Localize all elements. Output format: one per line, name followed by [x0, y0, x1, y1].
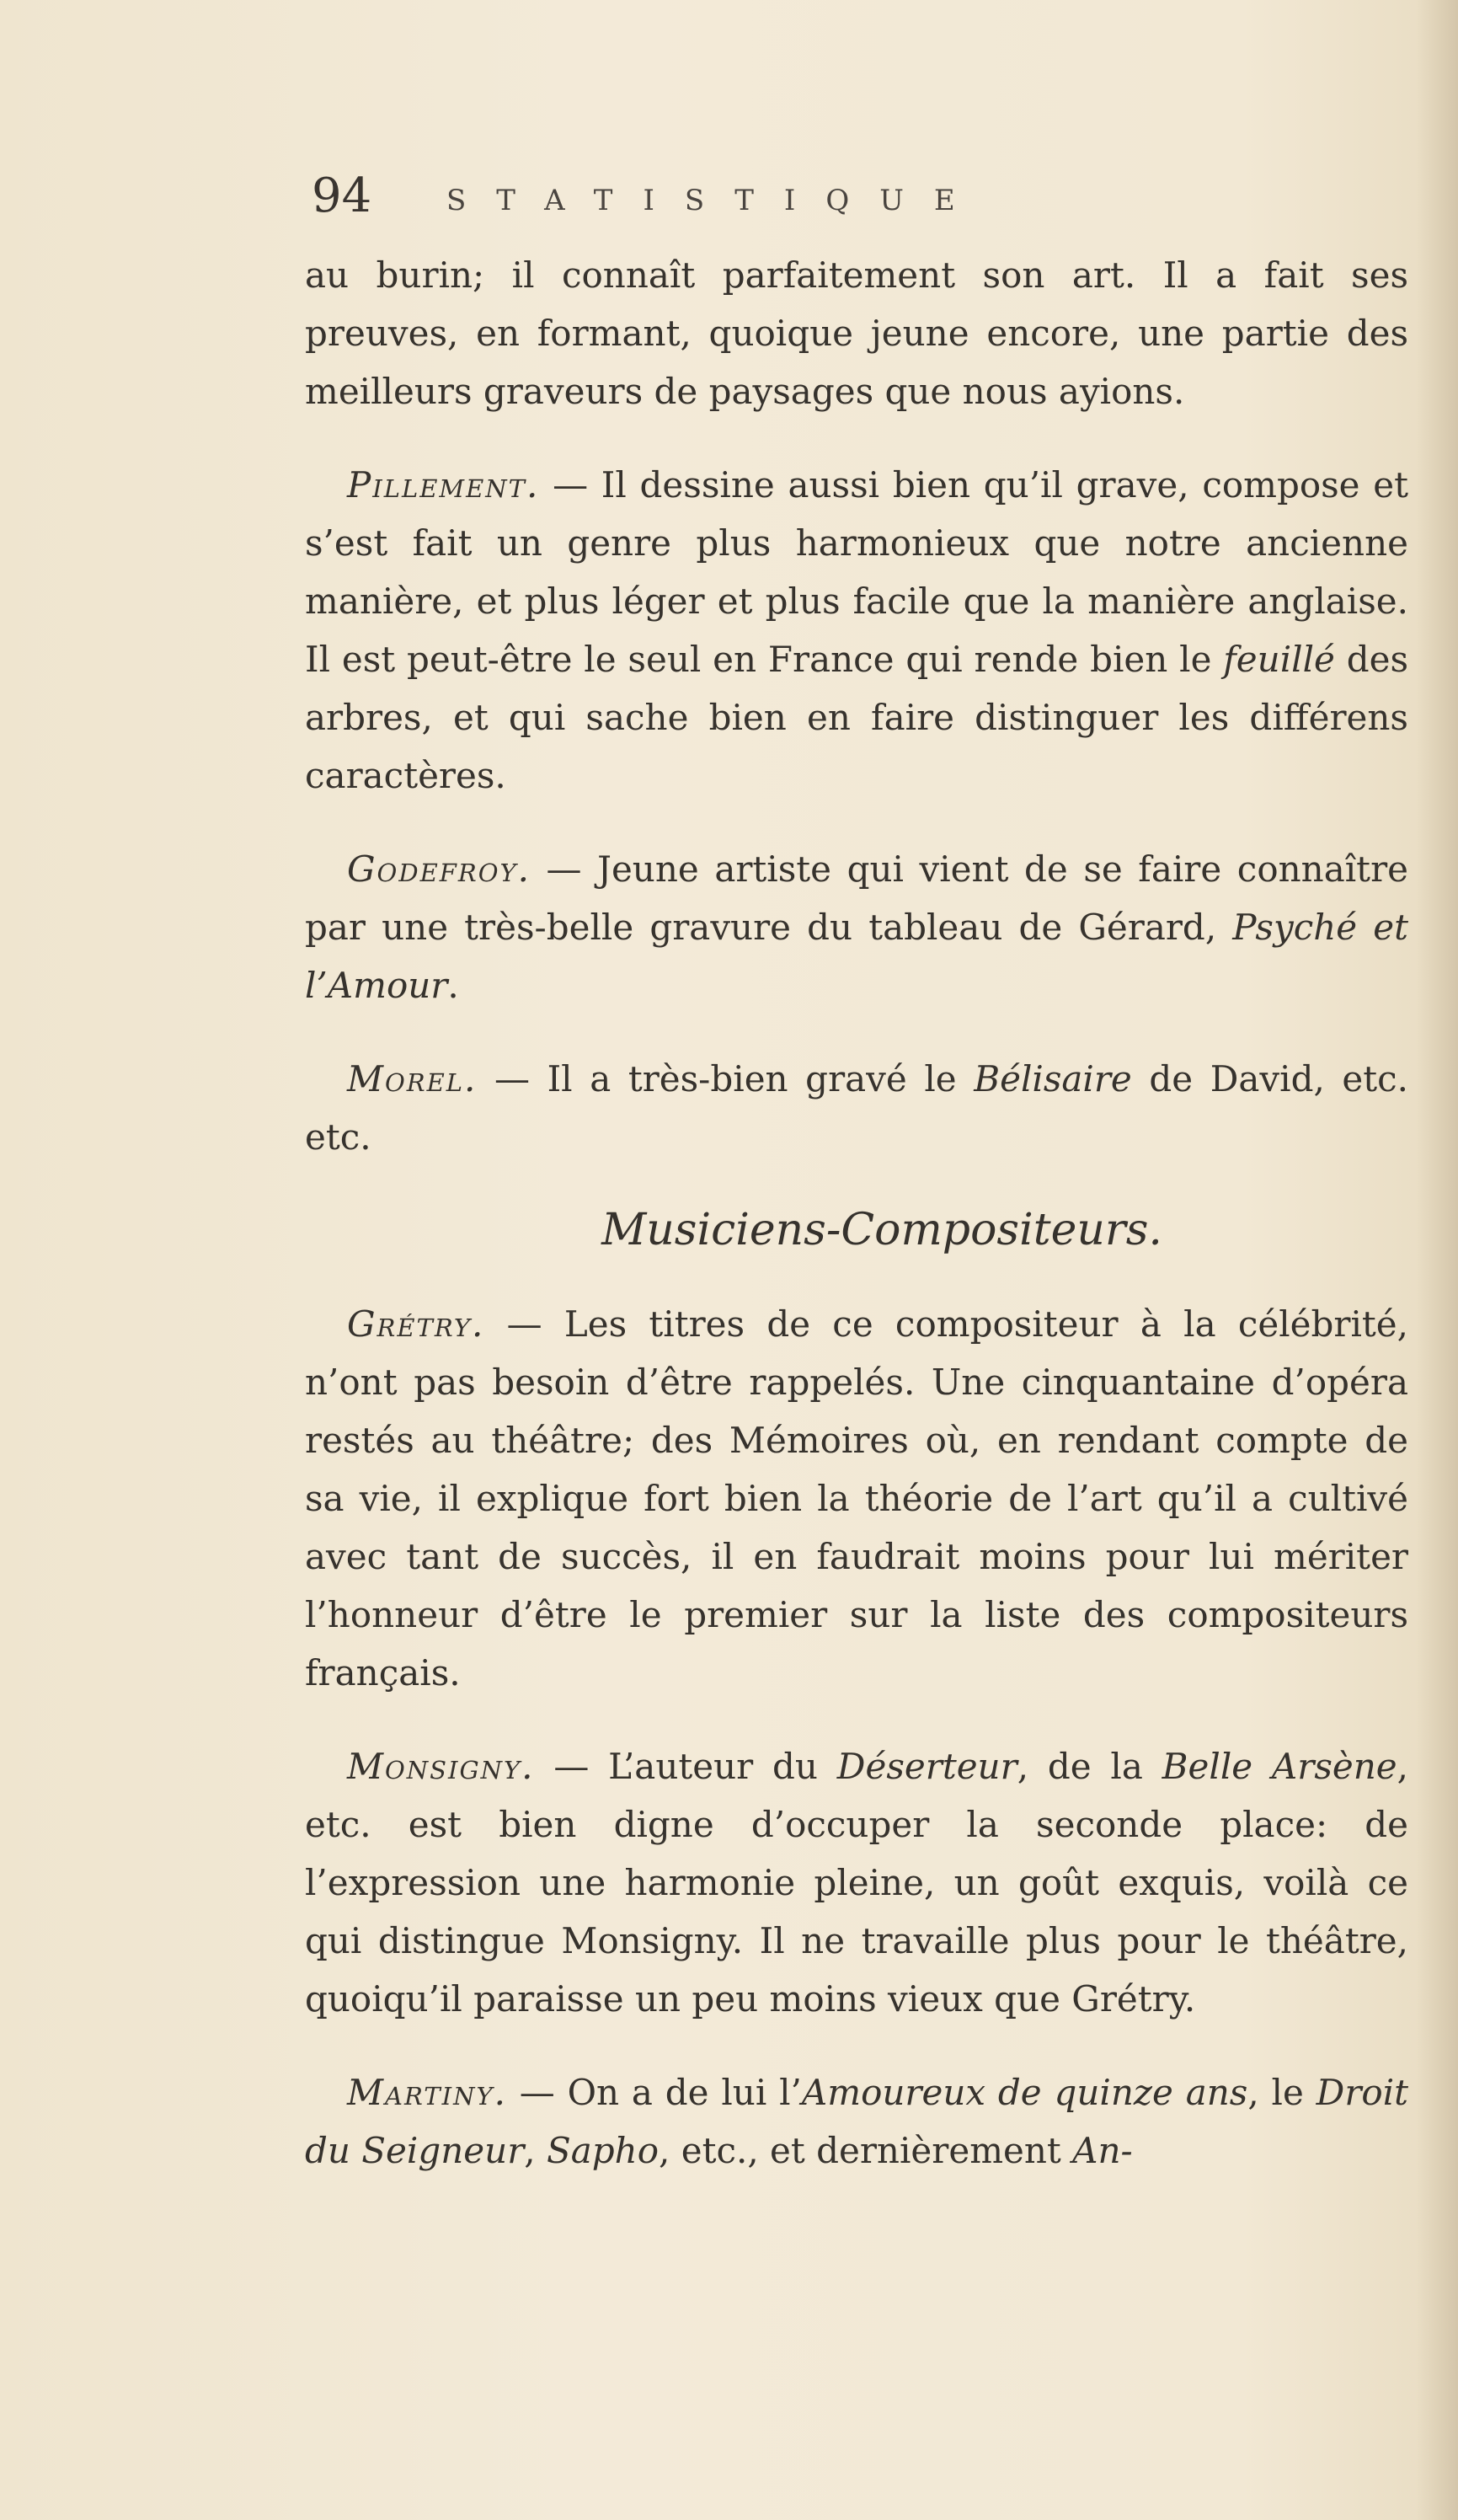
work-title: Sapho [546, 2130, 660, 2171]
italic-term: feuillé [1223, 639, 1335, 680]
body-text [305, 246, 1408, 2215]
work-title: Droit du Seigneur [305, 2072, 1409, 2171]
entry-godefroy [305, 840, 1408, 1014]
composer-name: Martiny. [347, 2072, 507, 2113]
entry-text: , [524, 2130, 547, 2171]
entry-pillement [305, 456, 1408, 805]
composer-name: Grétry. [347, 1303, 485, 1345]
paragraph-text: au burin; il connaît parfaitement son art. Il a fait ses preuves, en formant, quoique jeune encore, une partie des meilleurs graveurs de paysages que nous ayions. [305, 254, 1408, 412]
composer-name: Monsigny. [347, 1746, 535, 1787]
entry-text: , etc., et dernièrement [659, 2130, 1073, 2171]
entry-text: — Les titres de ce compositeur à la célébrité, n’ont pas besoin d’être rappelés. Une cinquantaine d’opéra restés au théâtre; des Mémoires où, en rendant compte de sa vie, il explique fort bien la théorie de l’art qu’il a cultivé avec tant de succès, il en faudrait moins pour lui mériter l’honneur d’être le premier sur la liste des compositeurs français. [305, 1303, 1408, 1693]
running-title: STATISTIQUE [446, 184, 985, 217]
entry-morel [305, 1050, 1408, 1166]
entry-martiny [305, 2063, 1408, 2180]
entry-text: — L’auteur du [534, 1746, 837, 1787]
entry-text: des arbres, et qui sache bien en faire distinguer les différens caractères. [305, 639, 1408, 796]
entry-text: — Il a très-bien gravé le [477, 1058, 975, 1099]
artist-name: Pillement. [347, 464, 540, 506]
entry-text: — On a de lui l’ [506, 2072, 802, 2113]
work-title: Belle Arsène [1162, 1746, 1397, 1787]
artwork-title: Bélisaire [974, 1058, 1132, 1099]
entry-text: — Il dessine aussi bien qu’il grave, compose et s’est fait un genre plus harmonieux que notre ancienne manière, et plus léger et plus facile que la manière anglaise. Il est peut-être le seul en France qui rende bien le [305, 464, 1408, 680]
page-header [312, 169, 1196, 244]
entry-text: , etc. est bien digne d’occuper la seconde place: de l’expression une harmonie pleine, un goût exquis, voilà ce qui distingue Monsigny. Il ne travaille plus pour le théâtre, quoiqu’il paraisse un peu moins vieux que Grétry. [305, 1746, 1408, 2020]
work-title: An- [1072, 2130, 1133, 2171]
entry-gretry [305, 1295, 1408, 1702]
artist-name: Morel. [347, 1058, 478, 1099]
entry-text: de David, etc. etc. [305, 1058, 1408, 1158]
section-heading: Musiciens-Compositeurs. [601, 1205, 1162, 1255]
page-number: 94 [312, 169, 372, 223]
entry-text: , le [1247, 2072, 1316, 2113]
entry-monsigny [305, 1737, 1408, 2028]
artwork-title: Psyché et l’Amour [305, 907, 1408, 1006]
work-title: Déserteur [836, 1746, 1017, 1787]
entry-text: — Jeune artiste qui vient de se faire connaître par une très-belle gravure du tableau de Gérard, [305, 848, 1408, 948]
entry-text: . [447, 965, 459, 1006]
entry-text: , de la [1017, 1746, 1162, 1787]
work-title: Amoureux de quinze ans [801, 2072, 1248, 2113]
artist-name: Godefroy. [347, 848, 531, 890]
paragraph-continuation [305, 246, 1408, 420]
page-edge-shadow [1416, 0, 1458, 2520]
